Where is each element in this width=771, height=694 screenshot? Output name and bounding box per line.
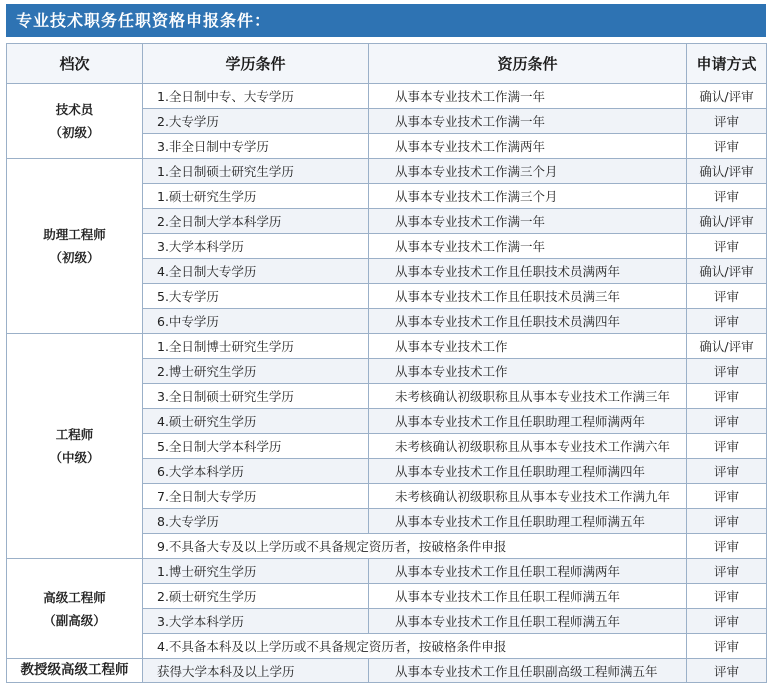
method-cell: 评审 xyxy=(687,434,767,459)
level-label-line: 工程师 xyxy=(55,427,94,442)
page-title: 专业技术职务任职资格申报条件： xyxy=(6,4,766,37)
table-header-row xyxy=(7,44,767,84)
education-cell: 3.大学本科学历 xyxy=(143,234,369,259)
education-cell: 1.博士研究生学历 xyxy=(143,559,369,584)
qualification-cell: 从事本专业技术工作满三个月 xyxy=(369,159,687,184)
education-cell: 6.中专学历 xyxy=(143,309,369,334)
education-cell: 1.全日制博士研究生学历 xyxy=(143,334,369,359)
education-cell: 3.非全日制中专学历 xyxy=(143,134,369,159)
method-cell: 评审 xyxy=(687,184,767,209)
method-cell: 确认/评审 xyxy=(687,259,767,284)
education-cell: 4.全日制大专学历 xyxy=(143,259,369,284)
level-label-line: 高级工程师 xyxy=(43,589,106,605)
qualification-cell: 从事本专业技术工作且任职副高级工程师满五年 xyxy=(369,659,687,683)
qualification-cell: 从事本专业技术工作且任职工程师满两年 xyxy=(369,559,687,584)
education-cell: 1.全日制中专、大专学历 xyxy=(143,84,369,109)
education-cell: 5.大专学历 xyxy=(143,284,369,309)
method-cell: 评审 xyxy=(687,409,767,434)
method-cell: 评审 xyxy=(687,459,767,484)
education-cell: 3.全日制硕士研究生学历 xyxy=(143,384,369,409)
exception-condition-cell: 4.不具备本科及以上学历或不具备规定资历者，按破格条件申报 xyxy=(143,634,687,659)
qualification-cell: 从事本专业技术工作满三个月 xyxy=(369,184,687,209)
table-row xyxy=(7,159,767,184)
header-qualification: 资历条件 xyxy=(369,44,687,84)
qualification-cell: 从事本专业技术工作且任职技术员满两年 xyxy=(369,259,687,284)
qualification-cell: 从事本专业技术工作且任职技术员满三年 xyxy=(369,284,687,309)
qualification-cell: 未考核确认初级职称且从事本专业技术工作满六年 xyxy=(369,434,687,459)
qualification-cell: 从事本专业技术工作且任职助理工程师满四年 xyxy=(369,459,687,484)
education-cell: 2.全日制大学本科学历 xyxy=(143,209,369,234)
qualification-cell: 从事本专业技术工作且任职工程师满五年 xyxy=(369,584,687,609)
education-cell: 2.硕士研究生学历 xyxy=(143,584,369,609)
level-cell xyxy=(7,159,143,334)
header-level: 档次 xyxy=(7,44,143,84)
level-cell xyxy=(7,659,143,683)
method-cell: 评审 xyxy=(687,534,767,559)
education-cell: 4.硕士研究生学历 xyxy=(143,409,369,434)
header-education: 学历条件 xyxy=(143,44,369,84)
method-cell: 确认/评审 xyxy=(687,159,767,184)
qualification-cell: 从事本专业技术工作 xyxy=(369,334,687,359)
qualification-cell: 从事本专业技术工作且任职技术员满四年 xyxy=(369,309,687,334)
education-cell: 1.硕士研究生学历 xyxy=(143,184,369,209)
header-method: 申请方式 xyxy=(687,44,767,84)
method-cell: 评审 xyxy=(687,659,767,683)
method-cell: 确认/评审 xyxy=(687,209,767,234)
table-row xyxy=(7,334,767,359)
qualification-cell: 从事本专业技术工作且任职工程师满五年 xyxy=(369,609,687,634)
qualification-cell: 从事本专业技术工作满一年 xyxy=(369,84,687,109)
method-cell: 评审 xyxy=(687,509,767,534)
education-cell: 7.全日制大专学历 xyxy=(143,484,369,509)
level-cell xyxy=(7,84,143,159)
education-cell: 2.博士研究生学历 xyxy=(143,359,369,384)
method-cell: 评审 xyxy=(687,359,767,384)
level-cell xyxy=(7,334,143,559)
method-cell: 评审 xyxy=(687,484,767,509)
method-cell: 评审 xyxy=(687,134,767,159)
table-body xyxy=(7,84,767,683)
qualification-cell: 从事本专业技术工作满一年 xyxy=(369,234,687,259)
education-cell: 5.全日制大学本科学历 xyxy=(143,434,369,459)
qualification-cell: 从事本专业技术工作满一年 xyxy=(369,109,687,134)
level-label-line: 助理工程师 xyxy=(43,227,106,242)
method-cell: 评审 xyxy=(687,309,767,334)
qualification-cell: 从事本专业技术工作 xyxy=(369,359,687,384)
education-cell: 2.大专学历 xyxy=(143,109,369,134)
qualification-cell: 未考核确认初级职称且从事本专业技术工作满九年 xyxy=(369,484,687,509)
method-cell: 评审 xyxy=(687,234,767,259)
qualification-cell: 从事本专业技术工作且任职助理工程师满两年 xyxy=(369,409,687,434)
education-cell: 3.大学本科学历 xyxy=(143,609,369,634)
level-cell xyxy=(7,559,143,659)
level-label-line: 技术员 xyxy=(55,102,94,117)
qualification-cell: 从事本专业技术工作且任职助理工程师满五年 xyxy=(369,509,687,534)
level-label-line: （初级） xyxy=(49,250,100,265)
table-row xyxy=(7,659,767,683)
method-cell: 确认/评审 xyxy=(687,84,767,109)
method-cell: 评审 xyxy=(687,384,767,409)
education-cell: 获得大学本科及以上学历 xyxy=(143,659,369,683)
qualification-cell: 从事本专业技术工作满一年 xyxy=(369,209,687,234)
education-cell: 6.大学本科学历 xyxy=(143,459,369,484)
exception-condition-cell: 9.不具备大专及以上学历或不具备规定资历者，按破格条件申报 xyxy=(143,534,687,559)
level-label-line: （初级） xyxy=(49,125,100,140)
method-cell: 评审 xyxy=(687,584,767,609)
qualification-cell: 从事本专业技术工作满两年 xyxy=(369,134,687,159)
level-label-line: （副高级） xyxy=(43,612,106,628)
qualification-table xyxy=(6,43,767,683)
education-cell: 1.全日制硕士研究生学历 xyxy=(143,159,369,184)
education-cell: 8.大专学历 xyxy=(143,509,369,534)
table-row xyxy=(7,559,767,584)
level-label-line: （中级） xyxy=(49,450,100,465)
method-cell: 评审 xyxy=(687,609,767,634)
qualification-cell: 未考核确认初级职称且从事本专业技术工作满三年 xyxy=(369,384,687,409)
method-cell: 评审 xyxy=(687,109,767,134)
level-label-line: 教授级高级工程师 xyxy=(20,662,129,678)
method-cell: 确认/评审 xyxy=(687,334,767,359)
method-cell: 评审 xyxy=(687,284,767,309)
method-cell: 评审 xyxy=(687,559,767,584)
method-cell: 评审 xyxy=(687,634,767,659)
table-row xyxy=(7,84,767,109)
